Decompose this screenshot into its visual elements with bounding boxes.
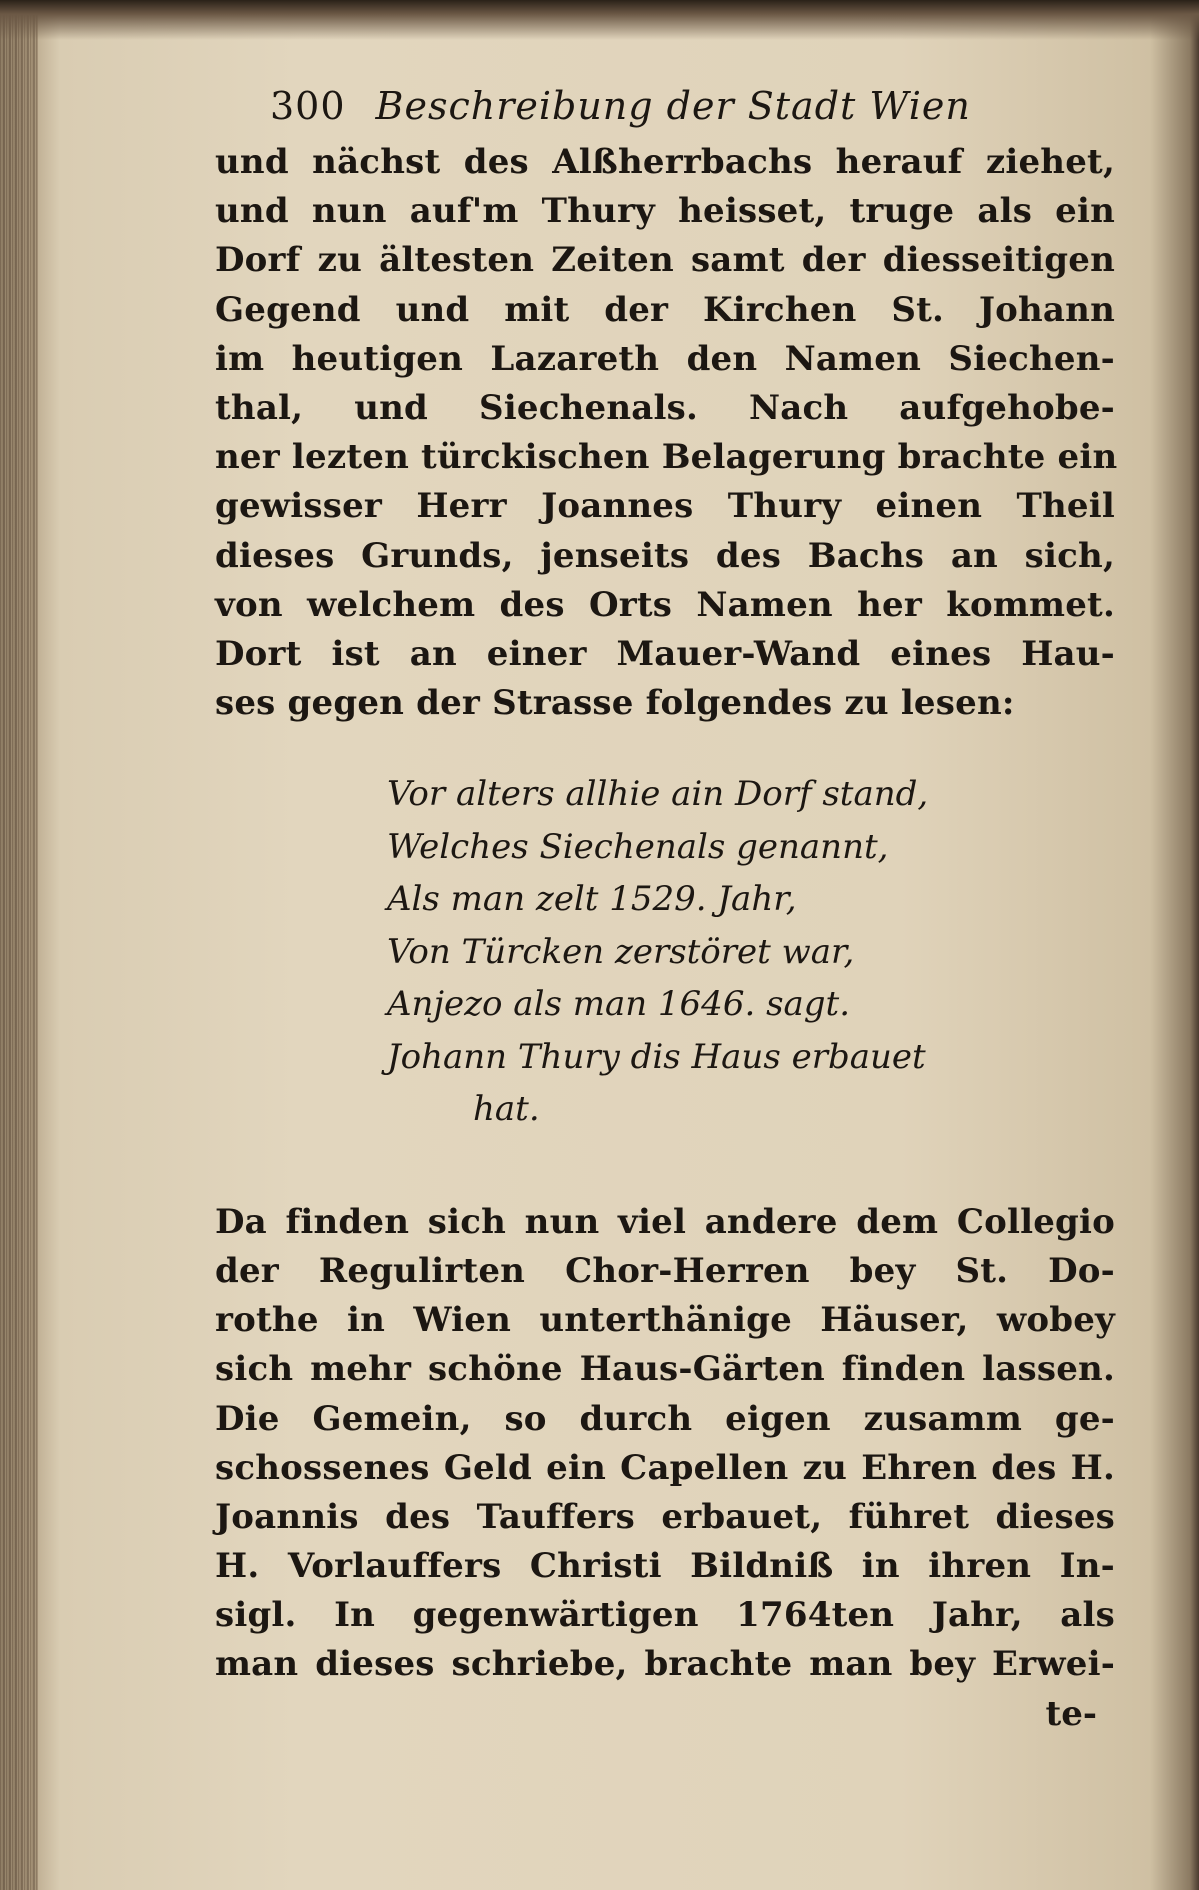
verse-line: Von Türcken zerstöret war, <box>387 931 855 972</box>
page-edges <box>0 0 38 1890</box>
text-line: schossenes Geld ein Capellen zu Ehren des H. <box>215 1447 1115 1488</box>
text-line: rothe in Wien unterthänige Häuser, wobey <box>215 1300 1115 1341</box>
verse-line: Welches Siechenals genannt, <box>387 826 889 867</box>
text-line: und nun auf'm Thury heisset, truge als ein <box>215 191 1115 232</box>
verse-line: Johann Thury dis Haus erbauet <box>387 1036 926 1077</box>
paragraph-2 <box>215 1198 1115 1690</box>
text-line: Dort ist an einer Mauer-Wand eines Hau- <box>215 633 1115 674</box>
text-line: man dieses schriebe, brachte man bey Erwei- <box>215 1644 1115 1685</box>
inscription-verse <box>387 768 1115 1136</box>
page-text <box>215 84 1118 1739</box>
paragraph-1 <box>215 138 1118 728</box>
text-line: der Regulirten Chor-Herren bey St. Do- <box>215 1250 1115 1291</box>
page-shadow <box>0 0 1199 40</box>
text-line: Da finden sich nun viel andere dem Collegio <box>215 1201 1115 1242</box>
text-line: Dorf zu ältesten Zeiten samt der diesseitigen <box>215 240 1115 281</box>
verse-line: Anjezo als man 1646. sagt. <box>387 984 851 1025</box>
text-line: Die Gemein, so durch eigen zusamm ge- <box>215 1398 1115 1439</box>
running-head <box>215 84 1115 136</box>
text-line: Gegend und mit der Kirchen St. Johann <box>215 289 1115 330</box>
verse-line: hat. <box>473 1089 540 1130</box>
text-line: ses gegen der Strasse folgendes zu lesen: <box>215 683 1015 724</box>
text-line: sich mehr schöne Haus-Gärten finden lassen. <box>215 1349 1115 1390</box>
text-line: und nächst des Alßherrbachs herauf ziehet, <box>215 142 1115 182</box>
catchword: te- <box>1045 1693 1097 1734</box>
verse-line: Vor alters allhie ain Dorf stand, <box>387 774 929 815</box>
text-line: sigl. In gegenwärtigen 1764ten Jahr, als <box>215 1595 1115 1636</box>
text-line: thal, und Siechenals. Nach aufgehobe- <box>215 387 1115 428</box>
text-line: von welchem des Orts Namen her kommet. <box>215 584 1115 625</box>
text-line: Joannis des Tauffers erbauet, führet dieses <box>215 1496 1115 1537</box>
text-line: gewisser Herr Joannes Thury einen Theil <box>215 486 1115 527</box>
text-line: dieses Grunds, jenseits des Bachs an sich, <box>215 535 1115 576</box>
running-title: Beschreibung der Stadt Wien <box>375 84 971 128</box>
text-line: im heutigen Lazareth den Namen Siechen- <box>215 338 1115 379</box>
text-line: ner lezten türckischen Belagerung brachte ein <box>215 437 1118 478</box>
verse-line: Als man zelt 1529. Jahr, <box>387 879 797 920</box>
text-line: H. Vorlauffers Christi Bildniß in ihren In- <box>215 1546 1115 1587</box>
page-number: 300 <box>270 84 346 128</box>
